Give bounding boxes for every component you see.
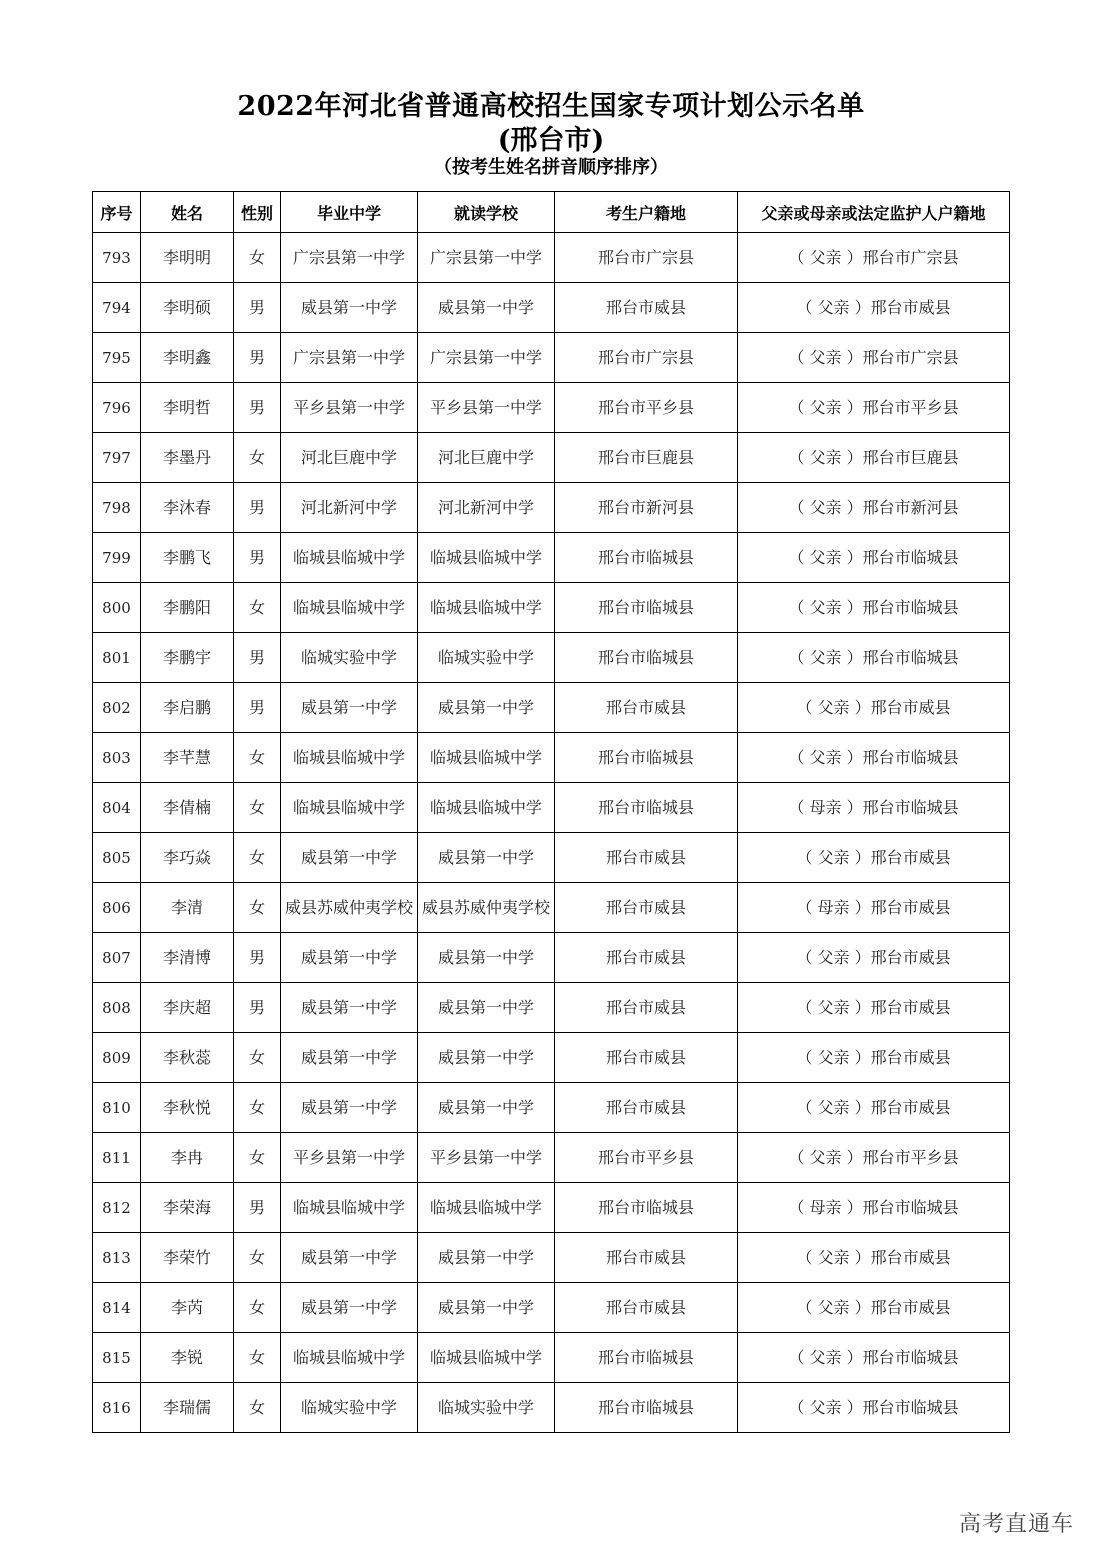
- student-residence: 邢台市临城县: [555, 533, 738, 583]
- gender: 男: [234, 983, 281, 1033]
- table-row: [93, 1383, 1010, 1433]
- table-row: [93, 1133, 1010, 1183]
- gender: 女: [234, 883, 281, 933]
- document-title: 2022年河北省普通高校招生国家专项计划公示名单: [237, 91, 865, 122]
- student-residence: 邢台市平乡县: [555, 383, 738, 433]
- gender: 女: [234, 783, 281, 833]
- sort-note: （按考生姓名拼音顺序排序）: [434, 157, 668, 178]
- current-school: 威县第一中学: [418, 833, 555, 883]
- table-row: [93, 783, 1010, 833]
- graduated-school: 临城县临城中学: [281, 583, 418, 633]
- header-name: 姓名: [141, 192, 234, 233]
- student-name: 李明硕: [141, 283, 234, 333]
- student-residence: 邢台市威县: [555, 883, 738, 933]
- student-name: 李沐春: [141, 483, 234, 533]
- graduated-school: 临城县临城中学: [281, 733, 418, 783]
- table-row: [93, 233, 1010, 283]
- row-index: 795: [93, 333, 141, 383]
- graduated-school: 临城实验中学: [281, 1383, 418, 1433]
- student-residence: 邢台市临城县: [555, 1383, 738, 1433]
- current-school: 威县第一中学: [418, 983, 555, 1033]
- graduated-school: 广宗县第一中学: [281, 233, 418, 283]
- student-name: 李秋蕊: [141, 1033, 234, 1083]
- student-name: 李瑞儒: [141, 1383, 234, 1433]
- row-index: 809: [93, 1033, 141, 1083]
- student-name: 李冉: [141, 1133, 234, 1183]
- row-index: 810: [93, 1083, 141, 1133]
- current-school: 河北新河中学: [418, 483, 555, 533]
- graduated-school: 临城县临城中学: [281, 1333, 418, 1383]
- row-index: 808: [93, 983, 141, 1033]
- gender: 男: [234, 283, 281, 333]
- student-name: 李芊慧: [141, 733, 234, 783]
- graduated-school: 威县第一中学: [281, 683, 418, 733]
- student-name: 李清博: [141, 933, 234, 983]
- student-residence: 邢台市临城县: [555, 1183, 738, 1233]
- header-graduated-school: 毕业中学: [281, 192, 418, 233]
- header-student-residence: 考生户籍地: [555, 192, 738, 233]
- graduated-school: 威县苏威仲夷学校: [281, 883, 418, 933]
- gender: 女: [234, 1233, 281, 1283]
- student-name: 李明哲: [141, 383, 234, 433]
- table-row: [93, 933, 1010, 983]
- table-row: [93, 383, 1010, 433]
- gender: 男: [234, 1183, 281, 1233]
- table-row: [93, 883, 1010, 933]
- guardian-residence: （ 父亲 ）邢台市平乡县: [738, 383, 1010, 433]
- graduated-school: 威县第一中学: [281, 983, 418, 1033]
- table-row: [93, 683, 1010, 733]
- current-school: 威县第一中学: [418, 683, 555, 733]
- current-school: 临城实验中学: [418, 1383, 555, 1433]
- gender: 女: [234, 833, 281, 883]
- student-residence: 邢台市威县: [555, 833, 738, 883]
- guardian-residence: （ 父亲 ）邢台市威县: [738, 1283, 1010, 1333]
- row-index: 806: [93, 883, 141, 933]
- row-index: 803: [93, 733, 141, 783]
- row-index: 800: [93, 583, 141, 633]
- guardian-residence: （ 父亲 ）邢台市临城县: [738, 1333, 1010, 1383]
- gender: 男: [234, 383, 281, 433]
- row-index: 811: [93, 1133, 141, 1183]
- table-row: [93, 833, 1010, 883]
- student-name: 李明鑫: [141, 333, 234, 383]
- student-name: 李鹏宇: [141, 633, 234, 683]
- current-school: 威县苏威仲夷学校: [418, 883, 555, 933]
- row-index: 799: [93, 533, 141, 583]
- gender: 女: [234, 433, 281, 483]
- student-residence: 邢台市威县: [555, 933, 738, 983]
- table-row: [93, 283, 1010, 333]
- student-name: 李芮: [141, 1283, 234, 1333]
- gender: 男: [234, 483, 281, 533]
- student-name: 李清: [141, 883, 234, 933]
- row-index: 812: [93, 1183, 141, 1233]
- current-school: 威县第一中学: [418, 1283, 555, 1333]
- graduated-school: 广宗县第一中学: [281, 333, 418, 383]
- table-row: [93, 433, 1010, 483]
- table-row: [93, 1033, 1010, 1083]
- table-row: [93, 583, 1010, 633]
- guardian-residence: （ 父亲 ）邢台市威县: [738, 283, 1010, 333]
- student-name: 李墨丹: [141, 433, 234, 483]
- student-residence: 邢台市巨鹿县: [555, 433, 738, 483]
- graduated-school: 威县第一中学: [281, 1233, 418, 1283]
- current-school: 威县第一中学: [418, 283, 555, 333]
- gender: 女: [234, 1133, 281, 1183]
- guardian-residence: （ 父亲 ）邢台市临城县: [738, 733, 1010, 783]
- student-residence: 邢台市威县: [555, 283, 738, 333]
- document-subtitle: (邢台市): [497, 125, 605, 156]
- student-name: 李秋悦: [141, 1083, 234, 1133]
- gender: 男: [234, 683, 281, 733]
- guardian-residence: （ 父亲 ）邢台市平乡县: [738, 1133, 1010, 1183]
- current-school: 临城实验中学: [418, 633, 555, 683]
- student-name: 李荣竹: [141, 1233, 234, 1283]
- table-row: [93, 733, 1010, 783]
- row-index: 797: [93, 433, 141, 483]
- current-school: 威县第一中学: [418, 1083, 555, 1133]
- student-residence: 邢台市临城县: [555, 1333, 738, 1383]
- roster-table: [92, 191, 1010, 1433]
- student-residence: 邢台市威县: [555, 1233, 738, 1283]
- current-school: 广宗县第一中学: [418, 333, 555, 383]
- guardian-residence: （ 父亲 ）邢台市新河县: [738, 483, 1010, 533]
- current-school: 平乡县第一中学: [418, 1133, 555, 1183]
- student-name: 李巧焱: [141, 833, 234, 883]
- row-index: 805: [93, 833, 141, 883]
- student-residence: 邢台市威县: [555, 1283, 738, 1333]
- guardian-residence: （ 父亲 ）邢台市临城县: [738, 633, 1010, 683]
- graduated-school: 威县第一中学: [281, 1283, 418, 1333]
- guardian-residence: （ 父亲 ）邢台市威县: [738, 833, 1010, 883]
- guardian-residence: （ 母亲 ）邢台市临城县: [738, 1183, 1010, 1233]
- table-row: [93, 1333, 1010, 1383]
- header-current-school: 就读学校: [418, 192, 555, 233]
- table-row: [93, 1183, 1010, 1233]
- row-index: 796: [93, 383, 141, 433]
- student-residence: 邢台市广宗县: [555, 333, 738, 383]
- graduated-school: 河北新河中学: [281, 483, 418, 533]
- gender: 女: [234, 1083, 281, 1133]
- current-school: 临城县临城中学: [418, 533, 555, 583]
- graduated-school: 临城县临城中学: [281, 533, 418, 583]
- student-name: 李荣海: [141, 1183, 234, 1233]
- graduated-school: 河北巨鹿中学: [281, 433, 418, 483]
- student-name: 李倩楠: [141, 783, 234, 833]
- table-row: [93, 533, 1010, 583]
- current-school: 临城县临城中学: [418, 1333, 555, 1383]
- guardian-residence: （ 父亲 ）邢台市巨鹿县: [738, 433, 1010, 483]
- guardian-residence: （ 父亲 ）邢台市广宗县: [738, 333, 1010, 383]
- gender: 男: [234, 333, 281, 383]
- graduated-school: 威县第一中学: [281, 1083, 418, 1133]
- guardian-residence: （ 父亲 ）邢台市临城县: [738, 533, 1010, 583]
- current-school: 平乡县第一中学: [418, 383, 555, 433]
- table-row: [93, 1283, 1010, 1333]
- graduated-school: 威县第一中学: [281, 1033, 418, 1083]
- student-residence: 邢台市临城县: [555, 633, 738, 683]
- header-index: 序号: [93, 192, 141, 233]
- table-row: [93, 333, 1010, 383]
- student-name: 李鹏阳: [141, 583, 234, 633]
- row-index: 801: [93, 633, 141, 683]
- current-school: 威县第一中学: [418, 933, 555, 983]
- student-residence: 邢台市威县: [555, 1083, 738, 1133]
- guardian-residence: （ 父亲 ）邢台市临城县: [738, 583, 1010, 633]
- gender: 男: [234, 533, 281, 583]
- row-index: 813: [93, 1233, 141, 1283]
- guardian-residence: （ 父亲 ）邢台市威县: [738, 1233, 1010, 1283]
- student-residence: 邢台市平乡县: [555, 1133, 738, 1183]
- student-residence: 邢台市临城县: [555, 783, 738, 833]
- guardian-residence: （ 父亲 ）邢台市临城县: [738, 1383, 1010, 1433]
- graduated-school: 平乡县第一中学: [281, 383, 418, 433]
- guardian-residence: （ 父亲 ）邢台市威县: [738, 1033, 1010, 1083]
- current-school: 河北巨鹿中学: [418, 433, 555, 483]
- student-residence: 邢台市新河县: [555, 483, 738, 533]
- current-school: 临城县临城中学: [418, 733, 555, 783]
- row-index: 807: [93, 933, 141, 983]
- graduated-school: 威县第一中学: [281, 833, 418, 883]
- gender: 男: [234, 633, 281, 683]
- gender: 女: [234, 1383, 281, 1433]
- header-guardian-residence: 父亲或母亲或法定监护人户籍地: [738, 192, 1010, 233]
- guardian-residence: （ 父亲 ）邢台市威县: [738, 933, 1010, 983]
- graduated-school: 威县第一中学: [281, 933, 418, 983]
- student-residence: 邢台市广宗县: [555, 233, 738, 283]
- guardian-residence: （ 母亲 ）邢台市威县: [738, 883, 1010, 933]
- guardian-residence: （ 母亲 ）邢台市临城县: [738, 783, 1010, 833]
- graduated-school: 威县第一中学: [281, 283, 418, 333]
- gender: 男: [234, 933, 281, 983]
- current-school: 广宗县第一中学: [418, 233, 555, 283]
- current-school: 临城县临城中学: [418, 783, 555, 833]
- gender: 女: [234, 1033, 281, 1083]
- graduated-school: 临城县临城中学: [281, 783, 418, 833]
- student-name: 李鹏飞: [141, 533, 234, 583]
- watermark: 高考直通车: [958, 1512, 1074, 1537]
- row-index: 804: [93, 783, 141, 833]
- header-row: [93, 192, 1010, 233]
- row-index: 802: [93, 683, 141, 733]
- student-residence: 邢台市威县: [555, 1033, 738, 1083]
- roster-body: [93, 233, 1010, 1433]
- row-index: 814: [93, 1283, 141, 1333]
- table-row: [93, 483, 1010, 533]
- guardian-residence: （ 父亲 ）邢台市威县: [738, 1083, 1010, 1133]
- table-row: [93, 633, 1010, 683]
- graduated-school: 临城县临城中学: [281, 1183, 418, 1233]
- student-name: 李庆超: [141, 983, 234, 1033]
- header-gender: 性别: [234, 192, 281, 233]
- gender: 女: [234, 583, 281, 633]
- graduated-school: 平乡县第一中学: [281, 1133, 418, 1183]
- student-name: 李锐: [141, 1333, 234, 1383]
- current-school: 临城县临城中学: [418, 583, 555, 633]
- row-index: 794: [93, 283, 141, 333]
- student-residence: 邢台市威县: [555, 683, 738, 733]
- student-residence: 邢台市临城县: [555, 733, 738, 783]
- student-name: 李明明: [141, 233, 234, 283]
- guardian-residence: （ 父亲 ）邢台市威县: [738, 683, 1010, 733]
- row-index: 793: [93, 233, 141, 283]
- current-school: 威县第一中学: [418, 1233, 555, 1283]
- guardian-residence: （ 父亲 ）邢台市威县: [738, 983, 1010, 1033]
- gender: 女: [234, 1283, 281, 1333]
- row-index: 815: [93, 1333, 141, 1383]
- gender: 女: [234, 733, 281, 783]
- current-school: 威县第一中学: [418, 1033, 555, 1083]
- student-residence: 邢台市威县: [555, 983, 738, 1033]
- gender: 女: [234, 1333, 281, 1383]
- table-row: [93, 1233, 1010, 1283]
- gender: 女: [234, 233, 281, 283]
- student-residence: 邢台市临城县: [555, 583, 738, 633]
- guardian-residence: （ 父亲 ）邢台市广宗县: [738, 233, 1010, 283]
- student-name: 李启鹏: [141, 683, 234, 733]
- graduated-school: 临城实验中学: [281, 633, 418, 683]
- current-school: 临城县临城中学: [418, 1183, 555, 1233]
- row-index: 798: [93, 483, 141, 533]
- row-index: 816: [93, 1383, 141, 1433]
- table-row: [93, 1083, 1010, 1133]
- table-row: [93, 983, 1010, 1033]
